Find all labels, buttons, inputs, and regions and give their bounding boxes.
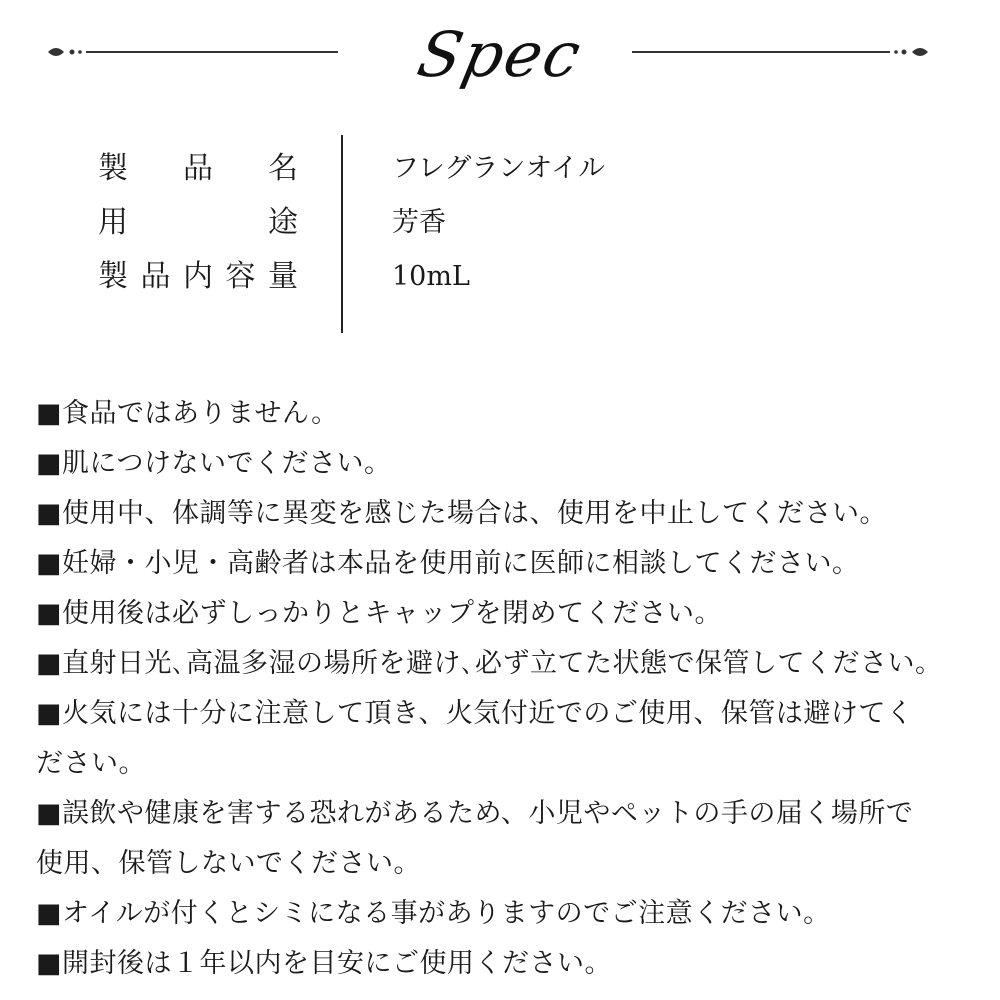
caution-note: ■開封後は１年以内を目安にご使用ください。 [36, 948, 613, 979]
caution-note: ■火気には十分に注意して頂き、火気付近でのご使用、保管は避けてく [36, 698, 914, 729]
caution-note: ■オイルが付くとシミになる事がありますのでご注意ください。 [36, 898, 831, 929]
spec-label-usage: 用途 [98, 205, 298, 240]
caution-note: ■直射日光､高温多湿の場所を避け､必ず立てた状態で保管してください。 [36, 648, 943, 679]
caution-note: ■使用後は必ずしっかりとキャップを閉めてください。 [36, 598, 723, 629]
spec-value-content-volume: 10mL [392, 261, 470, 292]
spec-table [0, 135, 1000, 335]
spec-divider [341, 135, 343, 333]
spec-header [0, 0, 1000, 110]
caution-note: ■使用中、体調等に異変を感じた場合は、使用を中止してください。 [36, 498, 888, 529]
caution-note-continued: ださい。 [36, 748, 146, 779]
caution-note: ■肌につけないでください。 [36, 448, 392, 479]
caution-note: ■妊婦・小児・高齢者は本品を使用前に医師に相談してください。 [36, 548, 860, 579]
spec-value-usage: 芳香 [392, 207, 446, 238]
right-ornament-divider [630, 38, 930, 66]
caution-note: ■食品ではありません。 [36, 398, 339, 429]
spec-label-product-name: 製品名 [98, 151, 298, 186]
left-ornament-divider [46, 38, 346, 66]
spec-value-product-name: フレグランオイル [392, 153, 606, 184]
caution-note: ■誤飲や健康を害する恐れがあるため、小児やペットの手の届く場所で [36, 798, 914, 829]
page-title: Spec [411, 18, 589, 91]
spec-label-content-volume: 製品内容量 [98, 259, 298, 294]
caution-note-continued: 使用、保管しないでください。 [36, 848, 421, 879]
